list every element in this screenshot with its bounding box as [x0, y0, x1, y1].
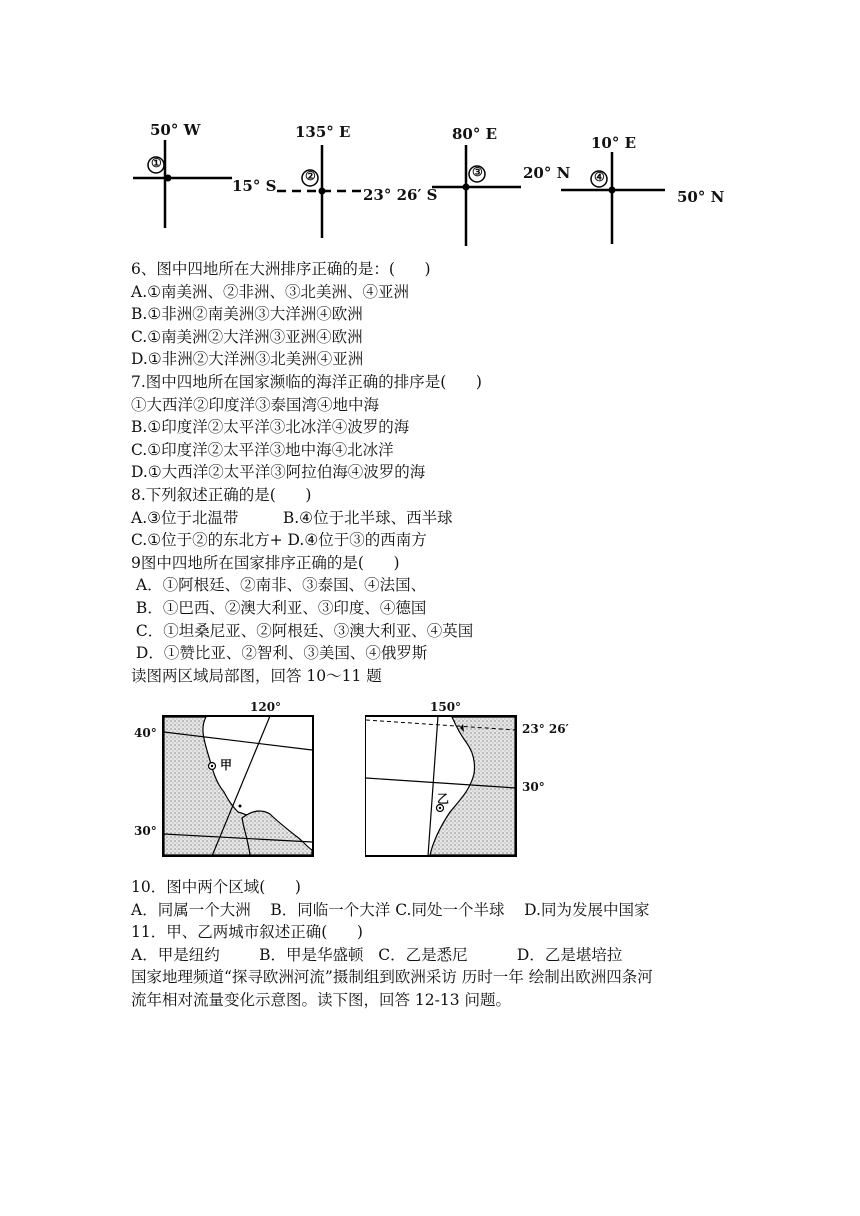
q6-option-b: B.①非洲②南美洲③大洋洲④欧洲 [131, 305, 363, 324]
q8-options-cd: C.①位于②的东北方+ D.④位于③的西南方 [131, 531, 427, 550]
question-block-6-9 [131, 258, 831, 687]
q9-option-c: C．①坦桑尼亚、②阿根廷、③澳大利亚、④英国 [131, 621, 474, 640]
q8-options-ab: A.③位于北温带 B.④位于北半球、西半球 [131, 508, 453, 527]
q10-stem: 10．图中两个区域( ) [131, 878, 301, 896]
label-50w: 50° W [150, 121, 201, 139]
q7-stem: 7.图中四地所在国家濒临的海洋正确的排序是( ) [131, 372, 482, 391]
marker-1: ① [151, 156, 162, 170]
left-map [163, 716, 313, 856]
left-map-meridian-label: 120° [250, 700, 282, 714]
q6-option-c: C.①南美洲②大洋洲③亚洲④欧洲 [131, 327, 363, 346]
coordinate-figure [0, 0, 860, 260]
city-yi-label: 乙 [437, 792, 450, 806]
maps-drawing [130, 700, 530, 870]
label-80e: 80° E [452, 125, 498, 143]
label-20n: 20° N [523, 164, 571, 182]
q9-option-b: B．①巴西、②澳大利亚、③印度、④德国 [131, 598, 427, 617]
regional-maps [130, 700, 569, 870]
q10-options: A．同属一个大洲 B．同临一个大洋 C.同处一个半球 D.同为发展中国家 [131, 900, 650, 919]
marker-3: ③ [472, 165, 483, 179]
label-50n: 50° N [677, 188, 725, 206]
label-15s: 15° S [232, 177, 277, 195]
q6-stem: 6、图中四地所在大洲排序正确的是：( ) [131, 260, 431, 278]
q9-option-d: D．①赞比亚、②智利、③美国、④俄罗斯 [131, 644, 428, 663]
right-map [366, 716, 516, 856]
question-block-10-13 [131, 876, 851, 1012]
q7-option-a: ①大西洋②印度洋③泰国湾④地中海 [131, 395, 380, 414]
label-10e: 10° E [591, 134, 637, 152]
left-map-lat2-label: 30° [134, 824, 157, 838]
right-map-lat-label: 30° [522, 780, 545, 794]
marker-2: ② [305, 169, 316, 183]
q9-stem: 9图中四地所在国家排序正确的是( ) [131, 553, 400, 572]
right-map-tropic-label: 23° 26′ [522, 722, 569, 736]
left-map-lat1-label: 40° [134, 726, 157, 740]
q12-13-intro-line1: 国家地理频道“探寻欧洲河流”摄制组到欧洲采访 历时一年 绘制出欧洲四条河 [131, 968, 653, 987]
q7-option-d: D.①大西洋②太平洋③阿拉伯海④波罗的海 [131, 463, 426, 482]
q8-stem: 8.下列叙述正确的是( ) [131, 485, 312, 504]
coordinate-lines [0, 0, 860, 260]
right-map-meridian-label: 150° [430, 700, 462, 714]
q6-option-a: A.①南美洲、②非洲、③北美洲、④亚洲 [131, 282, 410, 301]
q7-option-b: B.①印度洋②太平洋③北冰洋④波罗的海 [131, 418, 410, 437]
q12-13-intro-line2: 流年相对流量变化示意图。读下图，回答 12-13 问题。 [131, 990, 512, 1009]
q6-option-d: D.①非洲②大洋洲③北美洲④亚洲 [131, 350, 364, 369]
marker-4: ④ [594, 170, 605, 184]
label-23s: 23° 26′ S [363, 186, 438, 204]
q10-11-intro: 读图两区域局部图，回答 10～11 题 [131, 666, 382, 685]
q7-option-c: C.①印度洋②太平洋③地中海④北冰洋 [131, 440, 394, 459]
q11-options: A．甲是纽约 B．甲是华盛顿 C．乙是悉尼 D．乙是堪培拉 [131, 945, 623, 964]
label-135e: 135° E [295, 123, 351, 141]
q11-stem: 11．甲、乙两城市叙述正确( ) [131, 923, 363, 942]
city-jia-label: 甲 [220, 758, 233, 772]
q9-option-a: A．①阿根廷、②南非、③泰国、④法国、 [131, 576, 427, 595]
